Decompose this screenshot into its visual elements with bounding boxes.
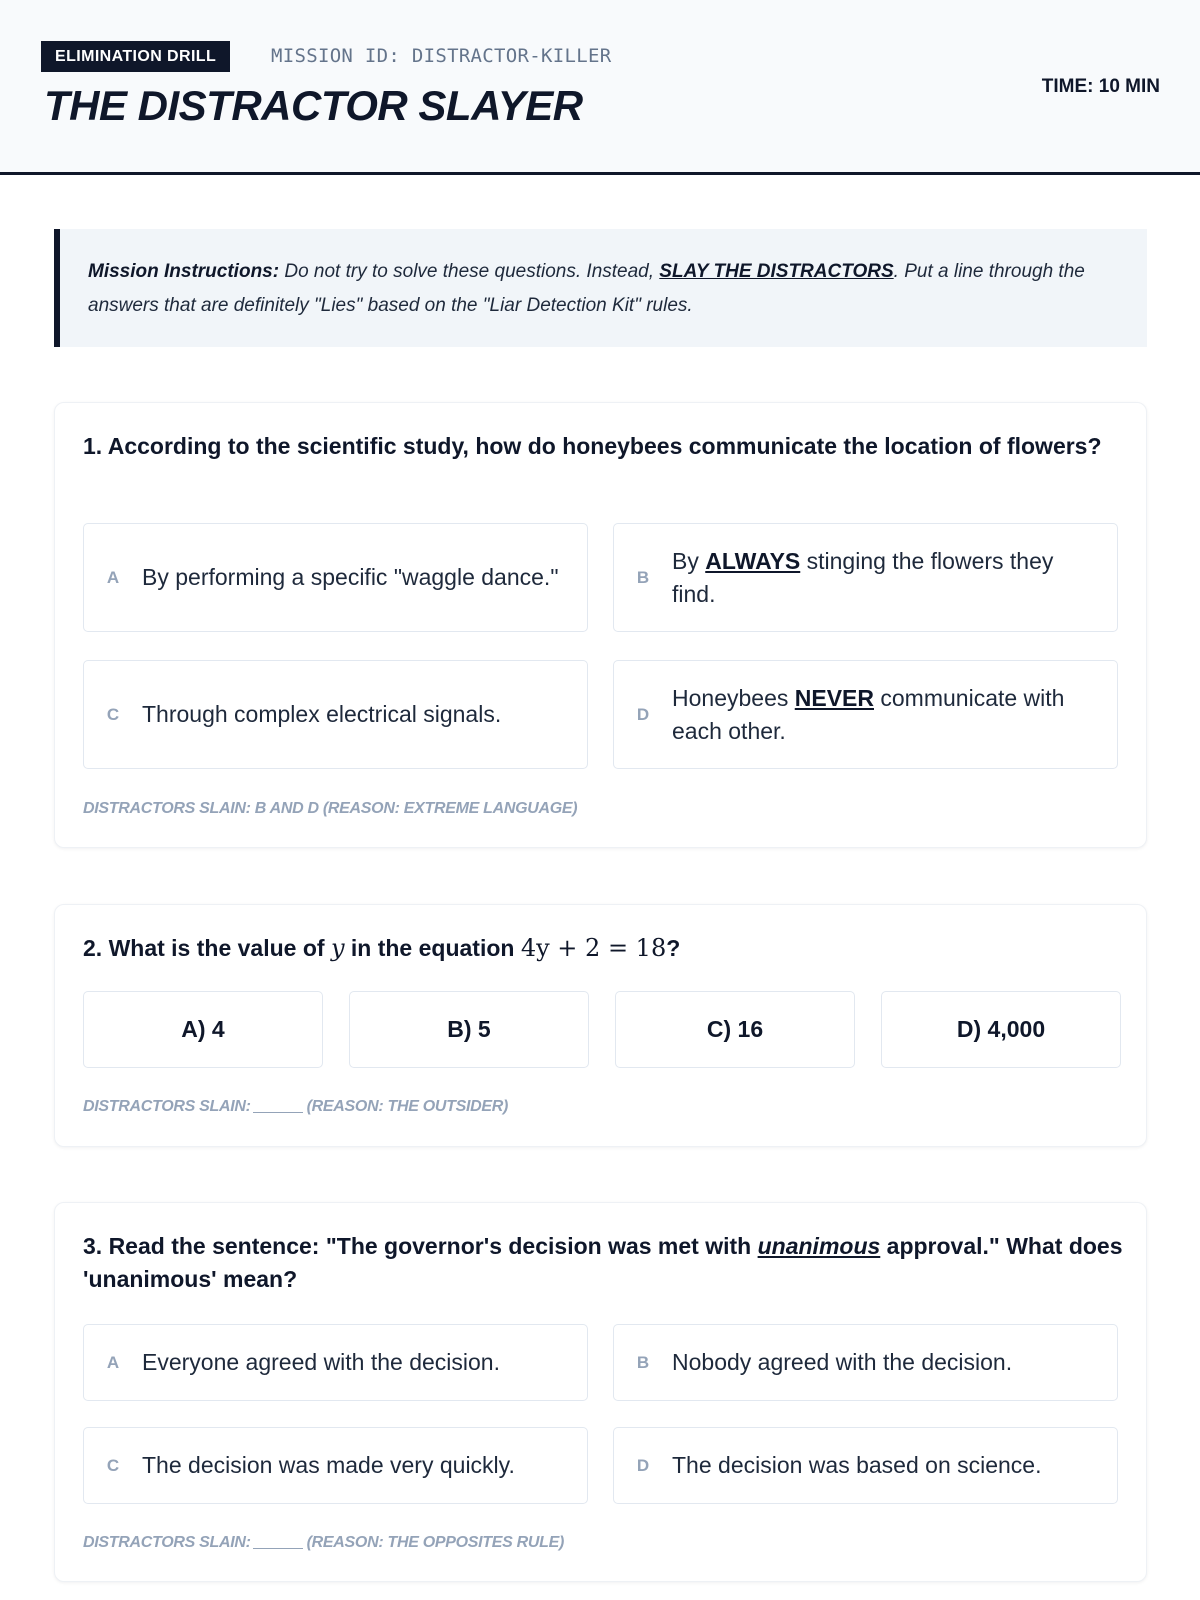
question-3-option-d[interactable] xyxy=(613,1427,1118,1504)
option-text: By ALWAYS stinging the flowers they find. xyxy=(672,547,1054,607)
time-limit: TIME: 10 MIN xyxy=(1041,76,1160,97)
instructions-text-after: . Put a line through the answers that are definitely "Lies" based on the "Liar Detection Kit" rules. xyxy=(88,261,1085,316)
option-letter: A xyxy=(106,567,120,587)
math-variable: y xyxy=(330,934,345,962)
option-letter: A xyxy=(106,1352,120,1372)
question-3-option-a[interactable] xyxy=(83,1324,588,1401)
question-card-2 xyxy=(54,904,1147,1147)
answer-blank[interactable] xyxy=(253,1112,303,1113)
page-header xyxy=(0,0,1200,175)
emphasis-word: NEVER xyxy=(794,684,874,711)
option-letter: B xyxy=(636,1352,650,1372)
answer-blank[interactable] xyxy=(253,1548,303,1549)
question-card-3 xyxy=(54,1202,1147,1582)
instructions-text-before: Do not try to solve these questions. Instead, xyxy=(279,261,660,282)
question-3-option-b[interactable] xyxy=(613,1324,1118,1401)
question-2-prompt: 2. What is the value of y in the equation 4y + 2 = 18? xyxy=(83,934,681,962)
option-letter: D xyxy=(636,704,650,724)
emphasis-word: ALWAYS xyxy=(705,547,801,574)
instructions-lead: Mission Instructions: xyxy=(88,261,280,282)
question-2-option-b[interactable]: B) 5 xyxy=(349,991,589,1068)
page-title: THE DISTRACTOR SLAYER xyxy=(44,82,583,129)
question-3-option-c[interactable] xyxy=(83,1427,588,1504)
question-1-option-c[interactable] xyxy=(83,660,588,769)
elimination-drill-badge: ELIMINATION DRILL xyxy=(41,41,230,72)
option-letter: C xyxy=(106,1455,120,1475)
option-text: By performing a specific "waggle dance." xyxy=(142,564,559,590)
option-letter: D xyxy=(636,1455,650,1475)
mission-instructions xyxy=(54,229,1147,347)
question-card-1 xyxy=(54,402,1147,848)
question-2-option-a[interactable]: A) 4 xyxy=(83,991,323,1068)
option-text: Honeybees NEVER communicate with each other. xyxy=(672,684,1065,744)
option-text: The decision was made very quickly. xyxy=(142,1452,515,1478)
question-1-prompt: 1. According to the scientific study, how do honeybees communicate the location of flowers? xyxy=(83,433,1102,459)
option-text: The decision was based on science. xyxy=(672,1452,1042,1478)
vocab-word: unanimous xyxy=(757,1233,881,1259)
question-1-option-a[interactable] xyxy=(83,523,588,632)
question-1-option-d[interactable] xyxy=(613,660,1118,769)
option-text: Everyone agreed with the decision. xyxy=(142,1349,500,1375)
question-2-option-c[interactable]: C) 16 xyxy=(615,991,855,1068)
question-3-slain-note: DISTRACTORS SLAIN: (REASON: THE OPPOSITES RULE) xyxy=(83,1534,565,1551)
instructions-highlight: SLAY THE DISTRACTORS xyxy=(659,261,894,282)
option-letter: B xyxy=(636,567,650,587)
option-letter: C xyxy=(106,704,120,724)
math-equation: 4y + 2 = 18 xyxy=(520,934,667,962)
question-2-option-d[interactable]: D) 4,000 xyxy=(881,991,1121,1068)
option-text: Through complex electrical signals. xyxy=(142,701,502,727)
question-1-option-b[interactable] xyxy=(613,523,1118,632)
question-3-prompt: 3. Read the sentence: "The governor's decision was met with unanimous approval." What does 'unanimous' mean? xyxy=(83,1233,1123,1292)
question-2-slain-note: DISTRACTORS SLAIN: (REASON: THE OUTSIDER) xyxy=(83,1098,509,1115)
option-text: Nobody agreed with the decision. xyxy=(672,1349,1013,1375)
mission-id: MISSION ID: DISTRACTOR-KILLER xyxy=(271,45,612,67)
question-1-slain-note: DISTRACTORS SLAIN: B AND D (REASON: EXTREME LANGUAGE) xyxy=(83,800,578,817)
